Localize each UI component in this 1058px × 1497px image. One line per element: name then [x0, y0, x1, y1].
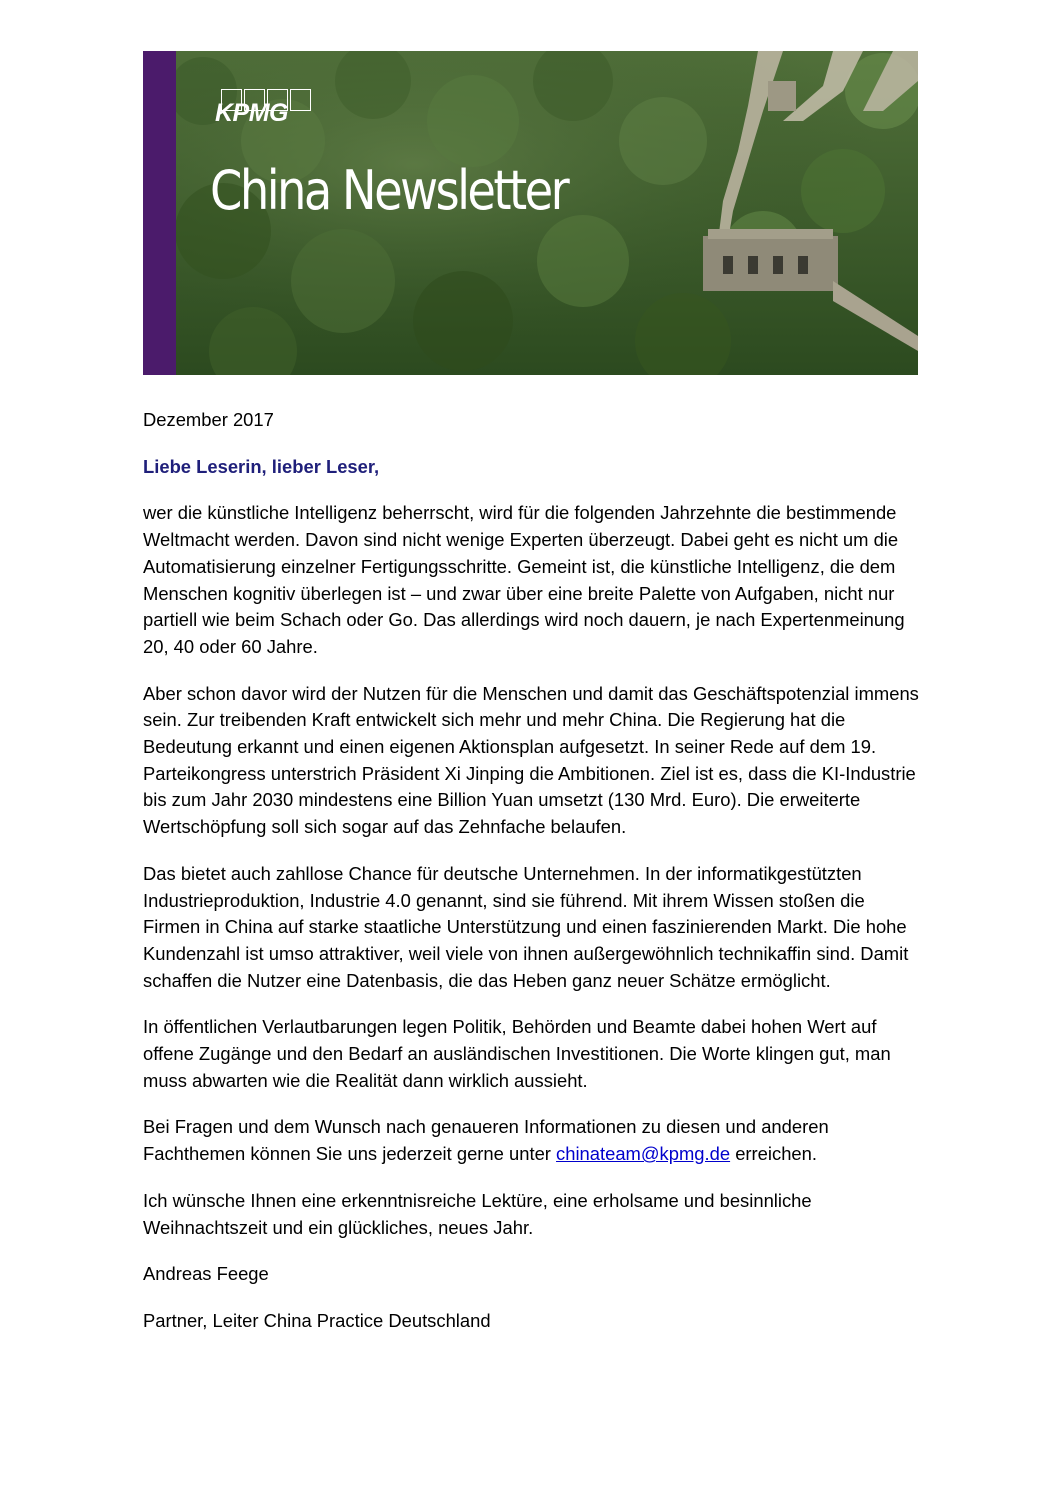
letter-paragraph: In öffentlichen Verlautbarungen legen Politik, Behörden und Beamte dabei hohen Wert auf offene Zugänge und den Bedarf an ausländischen Investitionen. Die Worte klingen gut, man muss abwarten wie die Realität dann wirklich aussieht. [143, 1016, 891, 1091]
contact-paragraph [143, 1114, 923, 1167]
letter-date: Dezember 2017 [143, 409, 274, 430]
contact-text-after: erreichen. [730, 1143, 817, 1165]
newsletter-title: China Newsletter [210, 159, 568, 222]
letter-paragraph: Aber schon davor wird der Nutzen für die Menschen und damit das Geschäftspotenzial immens sein. Zur treibenden Kraft entwickelt sich mehr und mehr China. Die Regierung hat die Bedeutung erkannt und einen eigenen Aktionsplan aufgesetzt. In seiner Rede auf dem 19. Parteikongress unterstrich Präsident Xi Jinping die Ambitionen. Ziel ist es, dass die KI-Industrie bis zum Jahr 2030 mindestens eine Billion Yuan umsetzt (130 Mrd. Euro). Die erweiterte Wertschöpfung soll sich sogar auf das Zehnfache belaufen. [143, 682, 919, 838]
letter-paragraph: wer die künstliche Intelligenz beherrscht, wird für die folgenden Jahrzehnte die bestimmende Weltmacht werden. Davon sind nicht wenige Experten überzeugt. Dabei geht es nicht um die Automatisierung einzelner Fertigungsschritte. Gemeint ist, die künstliche Intelligenz, die dem Menschen kognitiv überlegen ist – und zwar über eine breite Palette von Aufgaben, nicht nur partiell wie beim Schach oder Go. Das allerdings wird noch dauern, je nach Expertenmeinung 20, 40 oder 60 Jahre. [143, 502, 905, 657]
kpmg-logo [215, 89, 315, 135]
closing-paragraph: Ich wünsche Ihnen eine erkenntnisreiche Lektüre, eine erholsame und besinnliche Weihnachtszeit und ein glückliches, neues Jahr. [143, 1189, 812, 1238]
letter-greeting: Liebe Leserin, lieber Leser, [143, 455, 380, 477]
signature-name: Andreas Feege [143, 1263, 269, 1285]
signature-title: Partner, Leiter China Practice Deutschland [143, 1309, 491, 1331]
letter-body [143, 407, 923, 1355]
newsletter-banner [143, 51, 918, 375]
banner-overlay [143, 51, 918, 375]
contact-email-link[interactable]: chinateam@kpmg.de [556, 1143, 731, 1165]
contact-text-before: Bei Fragen und dem Wunsch nach genaueren Informationen zu diesen und anderen Fachthemen können Sie uns jederzeit gerne unter [143, 1116, 829, 1165]
letter-paragraph: Das bietet auch zahllose Chance für deutsche Unternehmen. In der informatikgestützten Industrieproduktion, Industrie 4.0 genannt, sind sie führend. Mit ihrem Wissen stoßen die Firmen in China auf starke staatliche Unterstützung und einen faszinierenden Markt. Die hohe Kundenzahl ist umso attraktiver, weil viele von ihnen außergewöhnlich technikaffin sind. Damit schaffen die Nutzer eine Datenbasis, die das Heben ganz neuer Schätze ermöglicht. [143, 862, 909, 991]
kpmg-logo-text: KPMG [215, 99, 288, 127]
logo-box [290, 89, 311, 111]
